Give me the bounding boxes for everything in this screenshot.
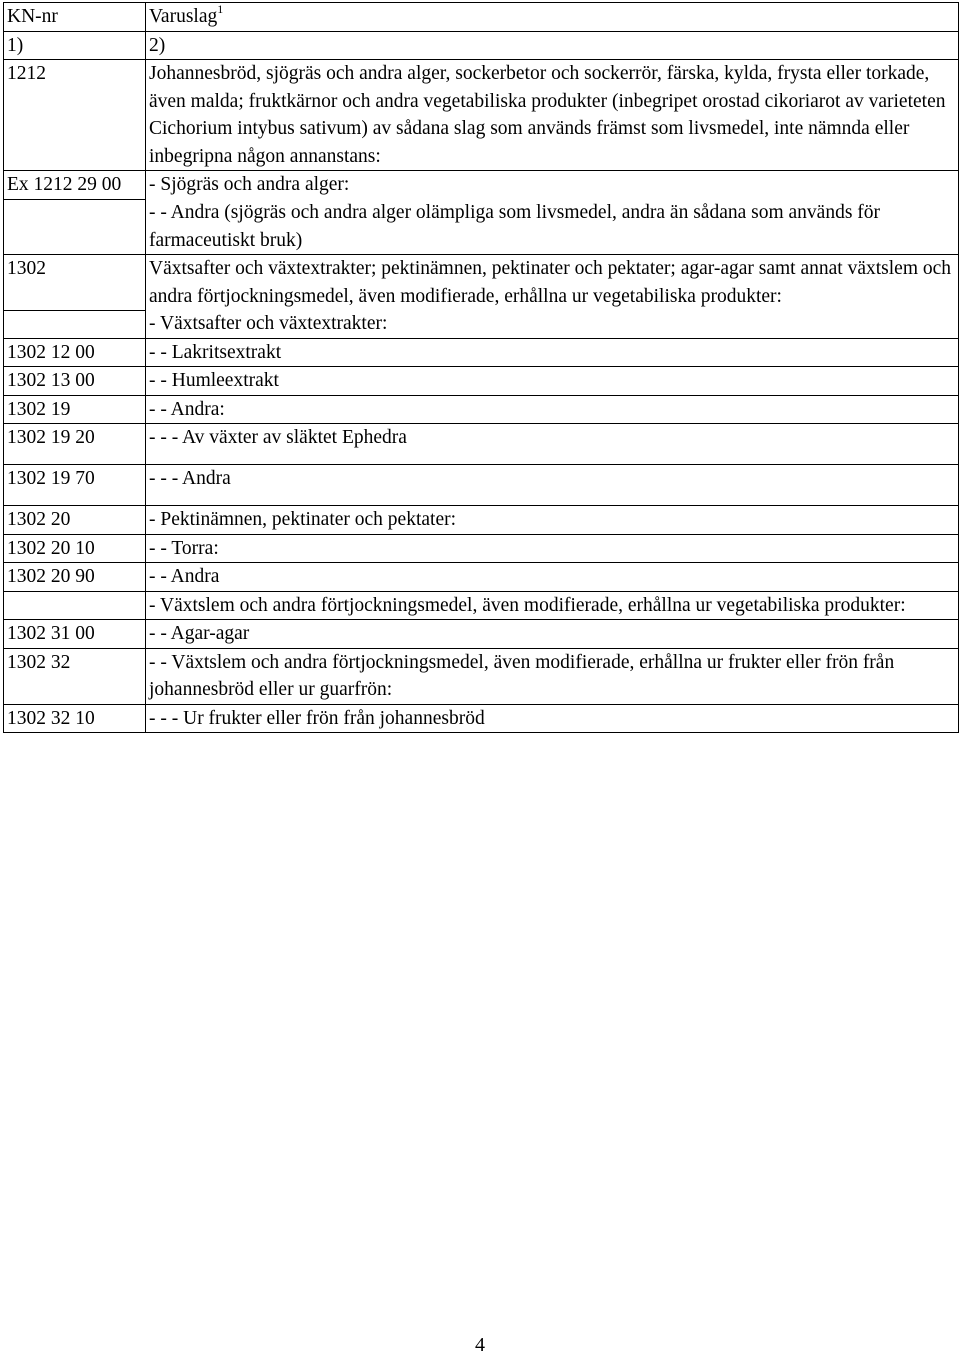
kn-table	[3, 2, 959, 733]
description: - - Växtslem och andra förtjockningsmedel, även modifierade, erhållna ur frukter eller frön från johannesbröd eller ur guarfrön:	[146, 648, 959, 704]
header-kn-nr: KN-nr	[4, 3, 146, 32]
kn-code: 1302 19 70	[4, 465, 146, 506]
description: - Växtslem och andra förtjockningsmedel, även modifierade, erhållna ur vegetabiliska produkter:	[146, 591, 959, 620]
table-row	[4, 199, 959, 255]
page-number: 4	[475, 1334, 485, 1356]
description: - - Humleextrakt	[146, 367, 959, 396]
table-row	[4, 648, 959, 704]
kn-code: 1302 20 10	[4, 534, 146, 563]
kn-code	[4, 591, 146, 620]
kn-code: 1302 32	[4, 648, 146, 704]
kn-code: 1302	[4, 255, 146, 311]
kn-code: 1212	[4, 60, 146, 171]
table-row	[4, 310, 959, 338]
description: - - Torra:	[146, 534, 959, 563]
description: - Växtsafter och växtextrakter:	[146, 310, 959, 338]
kn-code: 1302 31 00	[4, 620, 146, 649]
description: Johannesbröd, sjögräs och andra alger, sockerbetor och sockerrör, färska, kylda, frysta eller torkade, även malda; fruktkärnor och andra vegetabiliska produkter (inbegripet orostad cikoriarot av varieteten Cichorium intybus sativum) av sådana slag som används främst som livsmedel, inte nämnda eller inbegripna någon annanstans:	[146, 60, 959, 171]
table-row	[4, 620, 959, 649]
header-varuslag: Varuslag$^1$	[146, 3, 959, 32]
kn-code	[4, 199, 146, 255]
description: - - Andra:	[146, 395, 959, 424]
kn-code: 1302 13 00	[4, 367, 146, 396]
table-row	[4, 591, 959, 620]
footnote-marker: 1	[217, 1, 224, 16]
table-row	[4, 255, 959, 311]
description: - Pektinämnen, pektinater och pektater:	[146, 506, 959, 535]
header-row	[4, 3, 959, 32]
table-row	[4, 506, 959, 535]
kn-code	[4, 310, 146, 338]
description: - - Andra (sjögräs och andra alger olämpliga som livsmedel, andra än sådana som används för farmaceutiskt bruk)	[146, 199, 959, 255]
kn-code: 1302 12 00	[4, 338, 146, 367]
kn-code: 1302 20	[4, 506, 146, 535]
description: - - Lakritsextrakt	[146, 338, 959, 367]
kn-code: 1302 19 20	[4, 424, 146, 465]
table-row	[4, 704, 959, 733]
table-row	[4, 395, 959, 424]
header-col1-number: 1)	[4, 31, 146, 60]
table-row	[4, 338, 959, 367]
table-row	[4, 171, 959, 200]
kn-code: 1302 19	[4, 395, 146, 424]
description: - - - Ur frukter eller frön från johannesbröd	[146, 704, 959, 733]
description: - Sjögräs och andra alger:	[146, 171, 959, 200]
kn-code: Ex 1212 29 00	[4, 171, 146, 200]
description: Växtsafter och växtextrakter; pektinämnen, pektinater och pektater; agar-agar samt annat växtslem och andra förtjockningsmedel, även modifierade, erhållna ur vegetabiliska produkter:	[146, 255, 959, 311]
description: - - Agar-agar	[146, 620, 959, 649]
description: - - - Av växter av släktet Ephedra	[146, 424, 959, 465]
table-row	[4, 465, 959, 506]
table-row	[4, 367, 959, 396]
header-col2-number: 2)	[146, 31, 959, 60]
description: - - Andra	[146, 563, 959, 592]
kn-code: 1302 32 10	[4, 704, 146, 733]
header-number-row	[4, 31, 959, 60]
table-row	[4, 563, 959, 592]
kn-code: 1302 20 90	[4, 563, 146, 592]
table-row	[4, 534, 959, 563]
table-row	[4, 60, 959, 171]
table-row	[4, 424, 959, 465]
description: - - - Andra	[146, 465, 959, 506]
